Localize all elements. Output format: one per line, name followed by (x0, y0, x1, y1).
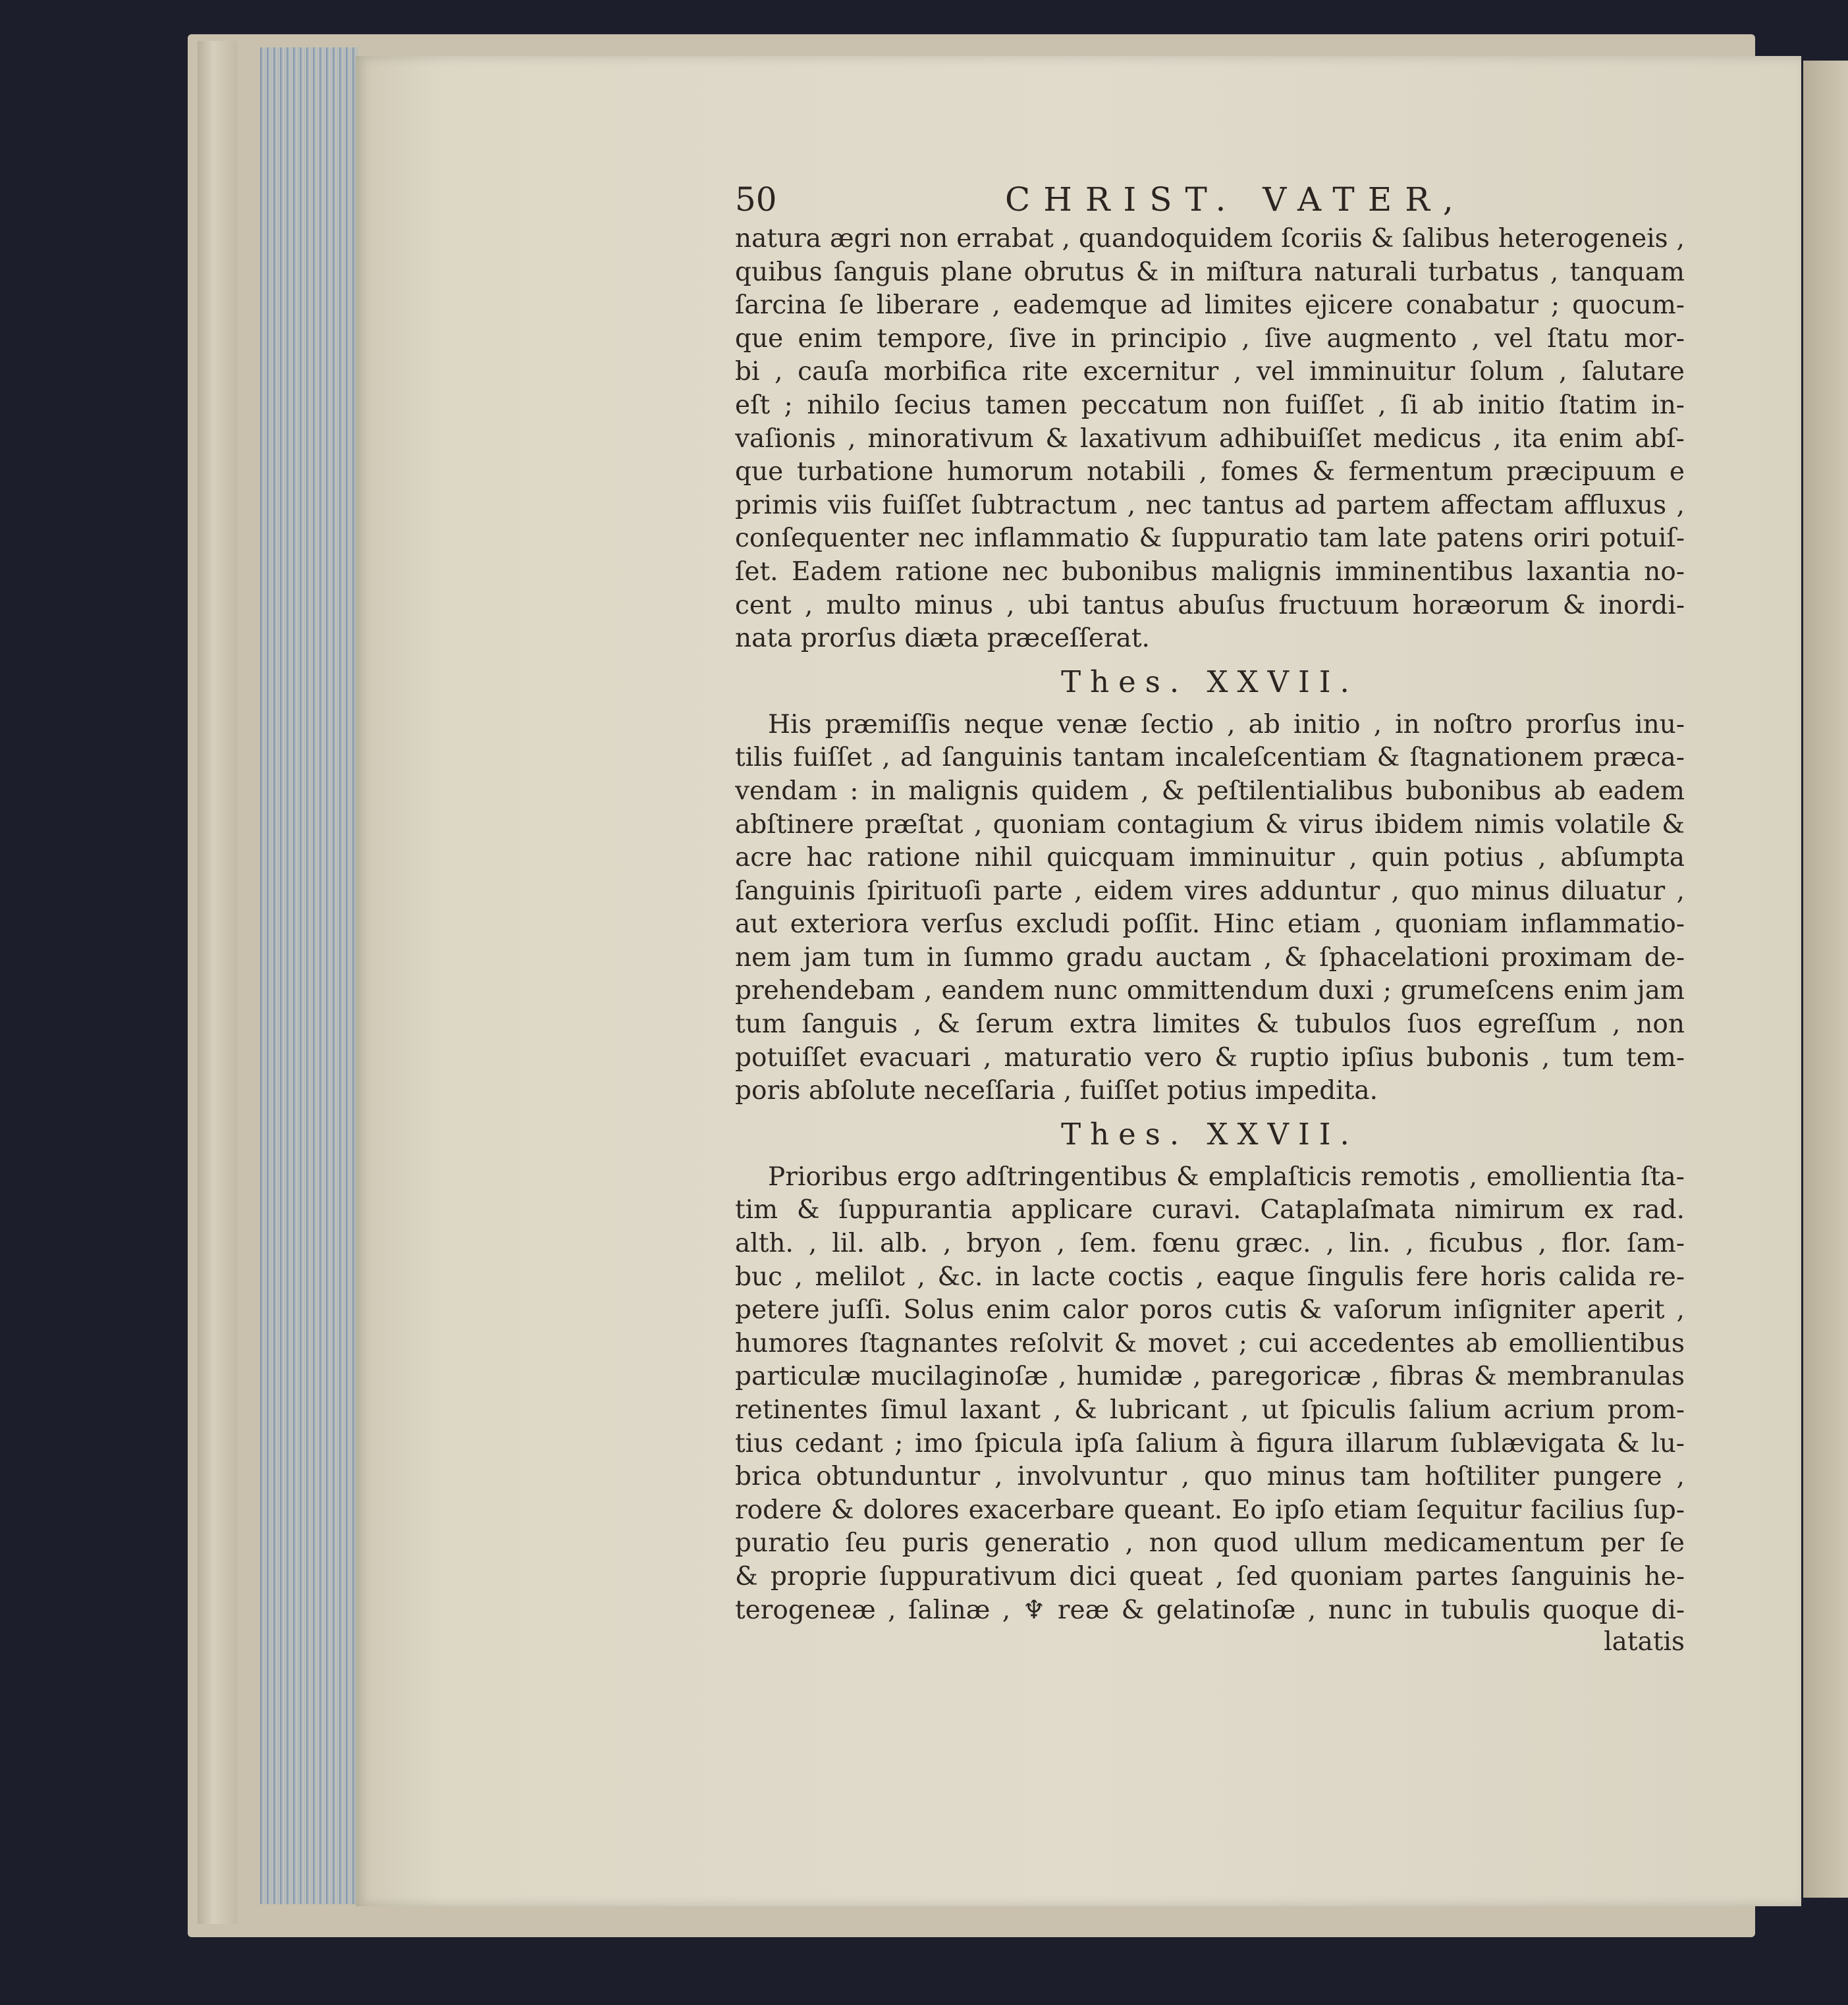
text-line: ſet. Eadem ratione nec bubonibus malignis imminentibus laxantia no- (735, 556, 1685, 587)
running-head (735, 176, 1685, 223)
text-line: abſtinere præſtat , quoniam contagium & virus ibidem nimis volatile & (735, 809, 1685, 840)
catchword: latatis (1604, 1627, 1685, 1657)
text-line: potuiſſet evacuari , maturatio vero & ruptio ipſius bubonis , tum tem- (735, 1042, 1685, 1073)
text-line: natura ægri non errabat , quandoquidem ſcoriis & ſalibus heterogeneis , (735, 224, 1685, 254)
section-heading: Thes. XXVII. (1061, 664, 1359, 699)
text-line: retinentes ſimul laxant , & lubricant , ut ſpiculis ſalium acrium prom- (735, 1395, 1685, 1425)
text-line: & proprie ſuppurativum dici queat , ſed quoniam partes ſanguinis he- (735, 1561, 1685, 1591)
text-line: acre hac ratione nihil quicquam imminuitur , quin potius , abſumpta (735, 843, 1685, 873)
text-line: ſanguinis ſpirituoſi parte , eidem vires adduntur , quo minus diluatur , (735, 876, 1685, 906)
text-line: prehendebam , eandem nunc ommittendum duxi ; grumeſcens enim jam (735, 976, 1685, 1006)
text-line: nem jam tum in ſummo gradu auctam , & ſphacelationi proximam de- (735, 942, 1685, 973)
text-line: brica obtunduntur , involvuntur , quo minus tam hoſtiliter pungere , (735, 1462, 1685, 1492)
text-line: particulæ mucilaginoſæ , humidæ , paregoricæ , fibras & membranulas (735, 1362, 1685, 1392)
text-line: tum ſanguis , & ſerum extra limites & tubulos ſuos egreſſum , non (735, 1009, 1685, 1040)
text-line: puratio ſeu puris generatio , non quod ullum medicamentum per ſe (735, 1528, 1685, 1559)
body-text (735, 223, 1685, 1627)
text-line: que enim tempore, ſive in principio , ſive augmento , vel ſtatu mor- (735, 323, 1685, 354)
text-line: vaſionis , minorativum & laxativum adhibuiſſet medicus , ita enim abſ- (735, 423, 1685, 454)
text-line: humores ſtagnantes reſolvit & movet ; cui accedentes ab emollientibus (735, 1328, 1685, 1358)
text-line: terogeneæ , ſalinæ , ♆ reæ & gelatinoſæ , nunc in tubulis quoque di- (735, 1595, 1685, 1625)
text-line: tius cedant ; imo ſpicula ipſa ſalium à figura illarum ſublævigata & lu- (735, 1428, 1685, 1458)
text-line: petere juſſi. Solus enim calor poros cutis & vaſorum inſigniter aperit , (735, 1295, 1685, 1325)
page-number: 50 (735, 180, 777, 219)
text-line: aut exteriora verſus excludi poſſit. Hinc etiam , quoniam inflammatio- (735, 909, 1685, 940)
facing-page-edge (1803, 61, 1848, 1898)
text-line: cent , multo minus , ubi tantus abuſus fructuum horæorum & inordi- (735, 590, 1685, 620)
text-line: Prioribus ergo adſtringentibus & emplaſticis remotis , emollientia ſta- (768, 1162, 1685, 1192)
text-line: alth. , lil. alb. , bryon , ſem. fœnu græc. , lin. , ficubus , flor. ſam- (735, 1229, 1685, 1259)
text-line: tilis fuiſſet , ad ſanguinis tantam incaleſcentiam & ſtagnationem præca- (735, 743, 1685, 773)
text-line: poris abſolute neceſſaria , fuiſſet potius impedita. (735, 1076, 1378, 1106)
section-heading: Thes. XXVII. (1061, 1116, 1359, 1152)
text-line: ſarcina ſe liberare , eademque ad limites ejicere conabatur ; quocum- (735, 290, 1685, 321)
text-line: vendam : in malignis quidem , & peſtilentialibus bubonibus ab eadem (735, 776, 1685, 806)
text-line: bi , cauſa morbifica rite excernitur , vel imminuitur ſolum , ſalutare (735, 357, 1685, 387)
text-line: primis viis fuiſſet ſubtractum , nec tantus ad partem affectam affluxus , (735, 490, 1685, 520)
text-line: quibus ſanguis plane obrutus & in miſtura naturali turbatus , tanquam (735, 257, 1685, 287)
text-line: nata prorſus diæta præceſſerat. (735, 624, 1150, 654)
text-block (735, 176, 1685, 1657)
text-line: His præmiſſis neque venæ ſectio , ab initio , in noſtro prorſus inu- (768, 709, 1685, 739)
running-head-title: CHRIST. VATER, (1005, 180, 1467, 219)
text-line: eſt ; nihilo ſecius tamen peccatum non fuiſſet , ſi ab initio ſtatim in- (735, 390, 1685, 420)
page-edges (260, 47, 358, 1904)
text-line: buc , melilot , &c. in lacte coctis , eaque ſingulis fere horis calida re- (735, 1262, 1685, 1292)
text-line: que turbatione humorum notabili , fomes & fermentum præcipuum e (735, 457, 1685, 487)
text-line: conſequenter nec inflammatio & ſuppuratio tam late patens oriri potuiſ- (735, 523, 1685, 554)
book-cover-edge (198, 41, 237, 1924)
text-line: tim & ſuppurantia applicare curavi. Cataplaſmata nimirum ex rad. (735, 1195, 1685, 1225)
text-line: rodere & dolores exacerbare queant. Eo ipſo etiam ſequitur facilius ſup- (735, 1495, 1685, 1525)
